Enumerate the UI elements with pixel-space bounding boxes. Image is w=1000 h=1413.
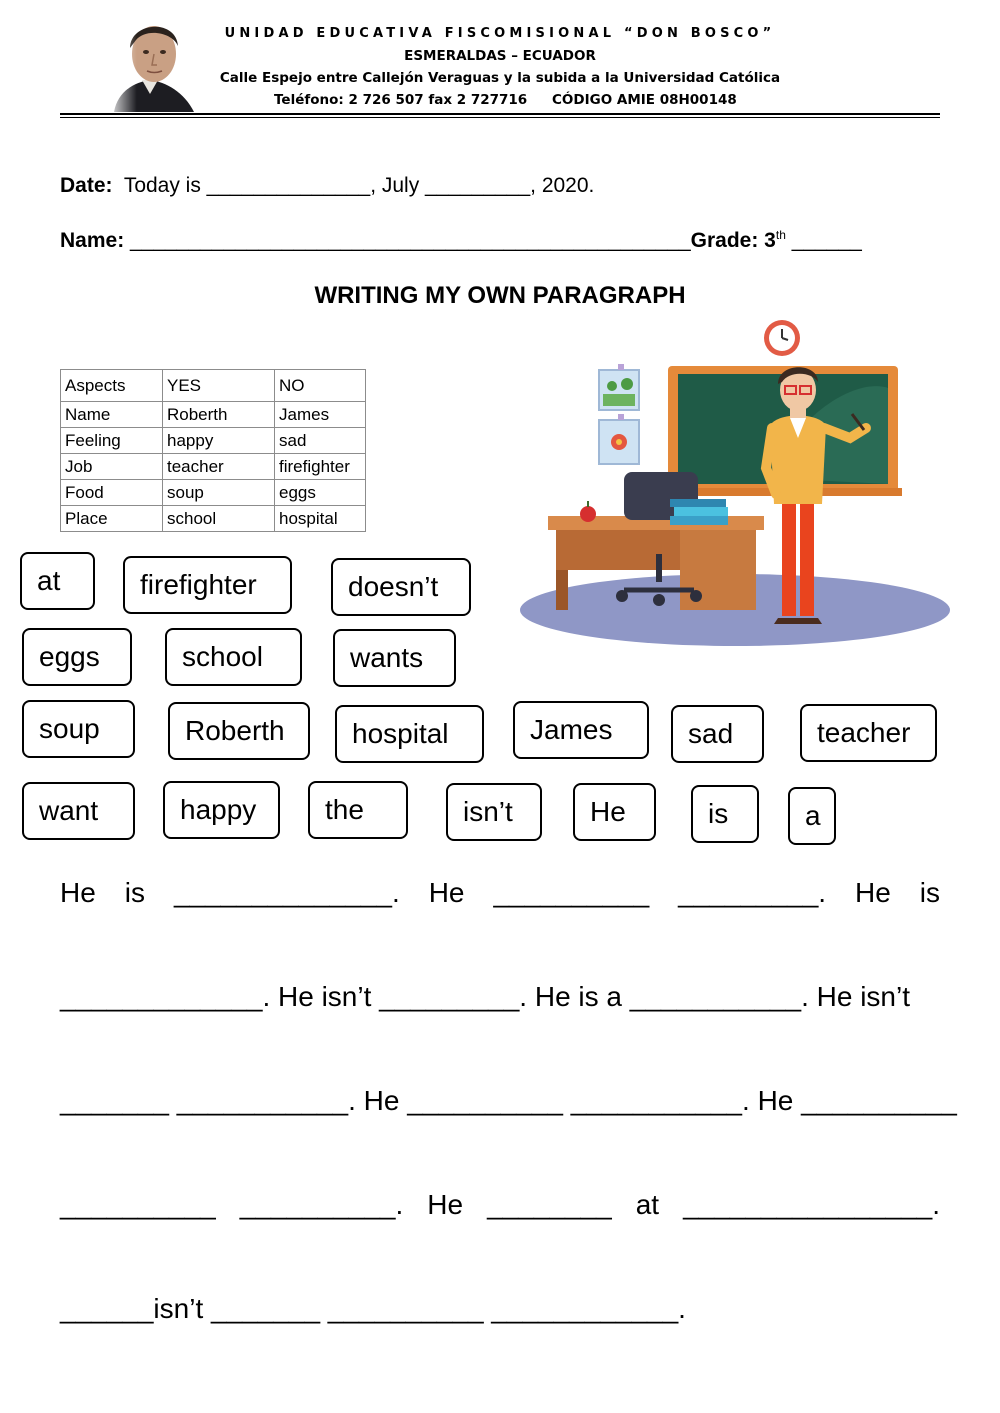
word-card[interactable]: happy (163, 781, 280, 839)
don-bosco-portrait (106, 10, 194, 112)
name-label: Name: (60, 229, 125, 252)
grade-label: Grade: 3 (690, 229, 776, 252)
grade-superscript: th (775, 228, 786, 242)
word-card[interactable]: hospital (335, 705, 484, 763)
word-card[interactable]: James (513, 701, 649, 759)
blank[interactable]: ________ (487, 1189, 612, 1220)
word-card[interactable]: Roberth (168, 702, 310, 760)
school-address: Calle Espejo entre Callejón Veraguas y la subida a la Universidad Católica (219, 70, 781, 86)
table-cell: firefighter (275, 454, 366, 480)
paragraph-line-4 (60, 1189, 940, 1221)
word: He (428, 877, 465, 908)
word-card[interactable]: a (788, 787, 836, 845)
word-card[interactable]: doesn’t (331, 558, 471, 616)
table-cell: Job (61, 454, 163, 480)
word: is (124, 877, 145, 908)
table-row (61, 428, 366, 454)
table-cell: Roberth (163, 402, 275, 428)
paragraph-line-3[interactable]: _______ ___________. He __________ ___________. He __________ (60, 1085, 957, 1116)
blank[interactable]: __________ (60, 1189, 216, 1220)
table-header-row (61, 370, 366, 402)
word-card[interactable]: wants (333, 629, 456, 687)
paragraph-line-1 (60, 877, 940, 909)
word-card[interactable]: at (20, 552, 95, 610)
date-label: Date: (60, 174, 113, 197)
word: He (60, 877, 96, 908)
worksheet-title: WRITING MY OWN PARAGRAPH (314, 282, 686, 309)
date-line (60, 174, 594, 198)
table-row (61, 506, 366, 532)
name-line (60, 228, 862, 253)
word: is (919, 877, 940, 908)
table-cell: sad (275, 428, 366, 454)
table-cell: Food (61, 480, 163, 506)
word-card[interactable]: He (573, 783, 656, 841)
table-cell: soup (163, 480, 275, 506)
table-header-cell: YES (163, 370, 275, 402)
blank[interactable]: ________________. (683, 1189, 940, 1220)
blank[interactable]: _________. (678, 877, 827, 908)
word-card[interactable]: firefighter (123, 556, 292, 614)
date-text: Today is ______________, July _________, 2020. (123, 174, 595, 197)
word: at (635, 1189, 660, 1220)
header-rule-top (60, 113, 940, 115)
table-cell: school (163, 506, 275, 532)
table-row (61, 454, 366, 480)
school-phone: Teléfono: 2 726 507 fax 2 727716 (274, 92, 528, 108)
table-cell: Name (61, 402, 163, 428)
word-card[interactable]: isn’t (446, 783, 542, 841)
table-header-cell: NO (275, 370, 366, 402)
name-blank: ________________________________________________ (130, 229, 691, 252)
header-rule-bottom (60, 117, 940, 118)
table-row (61, 480, 366, 506)
word-card[interactable]: want (22, 782, 135, 840)
aspects-table (60, 369, 366, 532)
table-cell: Place (61, 506, 163, 532)
word-card[interactable]: sad (671, 705, 764, 763)
grade-blank: ______ (791, 229, 862, 252)
word: He (427, 1189, 464, 1220)
word-card[interactable]: eggs (22, 628, 132, 686)
table-row (61, 402, 366, 428)
school-city: ESMERALDAS – ECUADOR (404, 48, 596, 64)
table-cell: James (275, 402, 366, 428)
blank[interactable]: __________ (493, 877, 650, 908)
teacher-classroom-illustration (520, 318, 955, 648)
table-cell: happy (163, 428, 275, 454)
word: He (855, 877, 891, 908)
table-cell: hospital (275, 506, 366, 532)
blank[interactable]: __________. (239, 1189, 404, 1220)
word-card[interactable]: school (165, 628, 302, 686)
school-amie-code: CÓDIGO AMIE 08H00148 (552, 92, 737, 108)
table-header-cell: Aspects (61, 370, 163, 402)
word-card[interactable]: is (691, 785, 759, 843)
word-card[interactable]: the (308, 781, 408, 839)
word-card[interactable]: teacher (800, 704, 937, 762)
table-cell: Feeling (61, 428, 163, 454)
table-cell: teacher (163, 454, 275, 480)
school-name: UNIDAD EDUCATIVA FISCOMISIONAL “DON BOSCO” (224, 26, 776, 41)
blank[interactable]: ______________. (173, 877, 400, 908)
word-card[interactable]: soup (22, 700, 135, 758)
paragraph-line-2[interactable]: _____________. He isn’t _________. He is a ___________. He isn’t (60, 981, 910, 1012)
table-cell: eggs (275, 480, 366, 506)
paragraph-line-5[interactable]: ______isn’t _______ __________ ____________. (60, 1293, 686, 1324)
